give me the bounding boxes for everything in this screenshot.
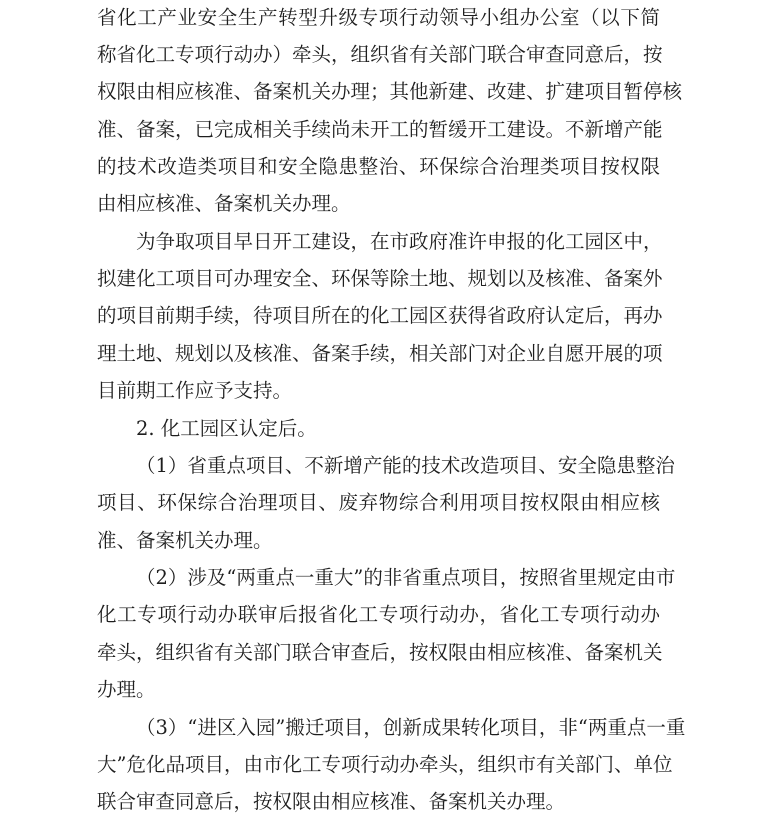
text-line: 办理。 — [97, 678, 156, 701]
section-heading: 2. 化工园区认定后。 — [136, 417, 317, 440]
text-line: （2）涉及“两重点一重大”的非省重点项目，按照省里规定由市 — [136, 566, 676, 589]
text-line: 拟建化工项目可办理安全、环保等除土地、规划以及核准、备案外 — [97, 267, 663, 290]
text-line: 目前期工作应予支持。 — [97, 379, 293, 402]
text-line: 理土地、规划以及核准、备案手续，相关部门对企业自愿开展的项 — [97, 342, 663, 365]
text-line: 由相应核准、备案机关办理。 — [97, 192, 351, 215]
text-line: 省化工产业安全生产转型升级专项行动领导小组办公室（以下简 — [97, 6, 660, 29]
text-line: 的项目前期手续，待项目所在的化工园区获得省政府认定后，再办 — [97, 304, 663, 327]
text-line: 权限由相应核准、备案机关办理；其他新建、改建、扩建项目暂停核 — [97, 80, 683, 103]
text-line: 称省化工专项行动办）牵头，组织省有关部门联合审查同意后，按 — [97, 43, 663, 66]
text-line: 准、备案机关办理。 — [97, 529, 273, 552]
text-line: 牵头，组织省有关部门联合审查后，按权限由相应核准、备案机关 — [97, 641, 663, 664]
text-line: 为争取项目早日开工建设，在市政府准许申报的化工园区中， — [136, 230, 663, 253]
text-line: 的技术改造类项目和安全隐患整治、环保综合治理类项目按权限 — [97, 155, 660, 178]
text-line: 联合审查同意后，按权限由相应核准、备案机关办理。 — [97, 790, 566, 813]
text-line: 化工专项行动办联审后报省化工专项行动办，省化工专项行动办 — [97, 603, 660, 626]
text-line: （1）省重点项目、不新增产能的技术改造项目、安全隐患整治 — [136, 454, 675, 477]
text-line: 准、备案，已完成相关手续尚未开工的暂缓开工建设。不新增产能 — [97, 118, 663, 141]
text-line: 大”危化品项目，由市化工专项行动办牵头，组织市有关部门、单位 — [97, 753, 673, 776]
text-line: 项目、环保综合治理项目、废弃物综合利用项目按权限由相应核 — [97, 491, 660, 514]
text-line: （3）“进区入园”搬迁项目，创新成果转化项目，非“两重点一重 — [136, 716, 686, 739]
